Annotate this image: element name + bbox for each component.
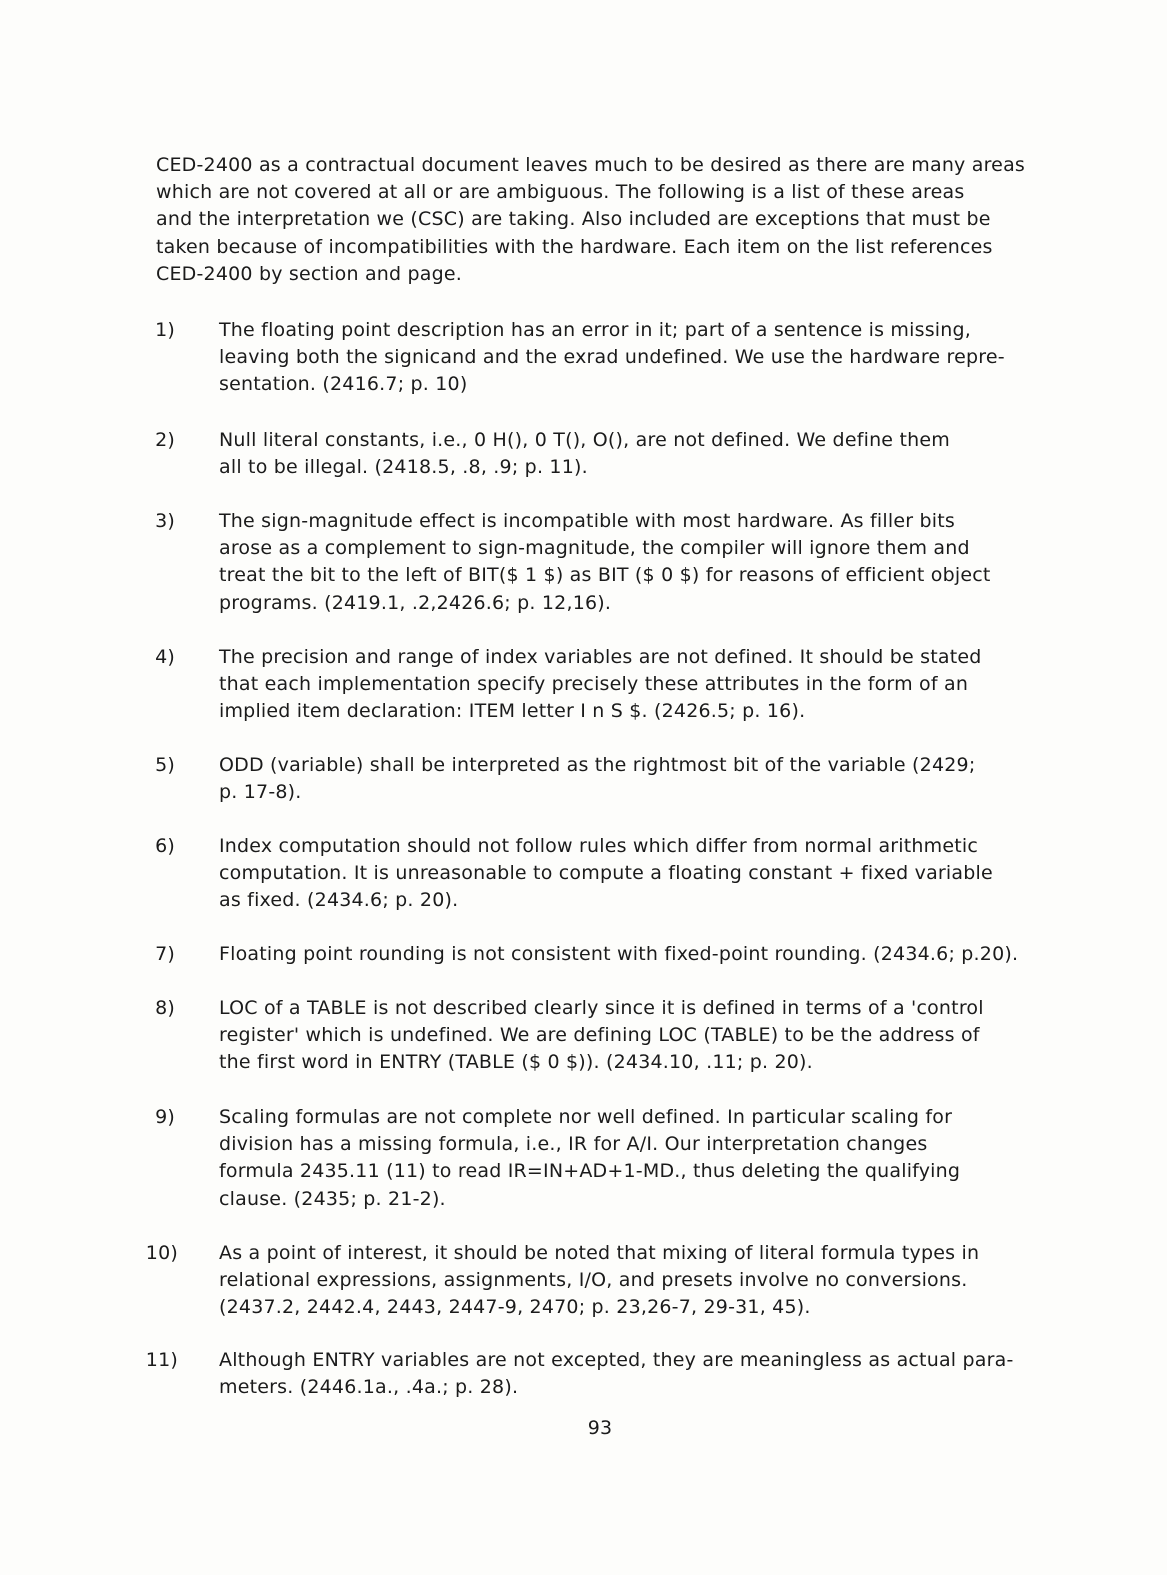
- item-line: The precision and range of index variables are not defined. It should be stated: [219, 646, 982, 668]
- item-line: computation. It is unreasonable to compute a floating constant + fixed variable: [219, 862, 993, 885]
- item-line: Null literal constants, i.e., 0 H(), 0 T(), O(), are not defined. We define them: [219, 429, 950, 451]
- item-number: 10): [145, 1242, 178, 1264]
- intro-line: CED-2400 as a contractual document leaves much to be desired as there are many areas: [156, 154, 1026, 176]
- item-text: [219, 1104, 1099, 1213]
- item-line: all to be illegal. (2418.5, .8, .9; p. 11).: [219, 456, 588, 479]
- item-line: Floating point rounding is not consistent with fixed-point rounding. (2434.6; p.20).: [219, 943, 1019, 965]
- item-number: 2): [155, 429, 175, 451]
- intro-line: and the interpretation we (CSC) are taking. Also included are exceptions that must be: [156, 208, 991, 231]
- item-number: 8): [155, 997, 175, 1019]
- item-line: programs. (2419.1, .2,2426.6; p. 12,16).: [219, 591, 612, 614]
- page-number: 93: [587, 1417, 613, 1439]
- item-line: formula 2435.11 (11) to read IR=IN+AD+1-MD., thus deleting the qualifying: [219, 1160, 961, 1183]
- item-line: treat the bit to the left of BIT($ 1 $) as BIT ($ 0 $) for reasons of efficient object: [219, 564, 991, 587]
- item-line: relational expressions, assignments, I/O, and presets involve no conversions.: [219, 1269, 968, 1292]
- item-line: p. 17-8).: [219, 781, 302, 804]
- item-line: Index computation should not follow rules which differ from normal arithmetic: [219, 835, 979, 857]
- item-line: as fixed. (2434.6; p. 20).: [219, 889, 459, 912]
- item-line: meters. (2446.1a., .4a.; p. 28).: [219, 1376, 519, 1399]
- intro-line: CED-2400 by section and page.: [156, 262, 463, 285]
- item-line: that each implementation specify precisely these attributes in the form of an: [219, 673, 969, 696]
- intro-paragraph: [156, 152, 1056, 288]
- item-line: arose as a complement to sign-magnitude, the compiler will ignore them and: [219, 537, 970, 560]
- item-text: [219, 833, 1099, 915]
- item-line: The sign-magnitude effect is incompatible with most hardware. As filler bits: [219, 510, 955, 532]
- item-text: [219, 1347, 1099, 1401]
- item-line: As a point of interest, it should be noted that mixing of literal formula types in: [219, 1242, 980, 1264]
- item-number: 1): [155, 319, 175, 341]
- item-number: 5): [155, 754, 175, 776]
- item-line: The floating point description has an error in it; part of a sentence is missing,: [219, 319, 972, 341]
- item-line: division has a missing formula, i.e., IR for A/I. Our interpretation changes: [219, 1133, 928, 1156]
- item-line: (2437.2, 2442.4, 2443, 2447-9, 2470; p. 23,26-7, 29-31, 45).: [219, 1296, 811, 1319]
- item-number: 3): [155, 510, 175, 532]
- item-number: 9): [155, 1106, 175, 1128]
- item-line: ODD (variable) shall be interpreted as the rightmost bit of the variable (2429;: [219, 754, 976, 776]
- item-number: 6): [155, 835, 175, 857]
- item-text: [219, 995, 1099, 1077]
- item-text: [219, 752, 1099, 806]
- item-line: sentation. (2416.7; p. 10): [219, 373, 468, 396]
- item-text: [219, 941, 1099, 968]
- item-line: Although ENTRY variables are not excepted, they are meaningless as actual para-: [219, 1349, 1014, 1371]
- item-text: [219, 508, 1099, 617]
- item-line: clause. (2435; p. 21-2).: [219, 1187, 446, 1210]
- item-number: 4): [155, 646, 175, 668]
- item-line: leaving both the signicand and the exrad undefined. We use the hardware repre-: [219, 346, 1005, 369]
- item-text: [219, 644, 1099, 726]
- item-number: 7): [155, 943, 175, 965]
- item-text: [219, 427, 1099, 481]
- item-line: LOC of a TABLE is not described clearly since it is defined in terms of a 'control: [219, 997, 984, 1019]
- item-line: the first word in ENTRY (TABLE ($ 0 $)). (2434.10, .11; p. 20).: [219, 1051, 813, 1074]
- item-text: [219, 317, 1099, 399]
- item-line: register' which is undefined. We are defining LOC (TABLE) to be the address of: [219, 1024, 980, 1047]
- item-text: [219, 1240, 1099, 1322]
- item-line: implied item declaration: ITEM letter I n S $. (2426.5; p. 16).: [219, 700, 806, 723]
- item-number: 11): [145, 1349, 178, 1371]
- item-line: Scaling formulas are not complete nor well defined. In particular scaling for: [219, 1106, 953, 1128]
- intro-line: taken because of incompatibilities with the hardware. Each item on the list references: [156, 235, 993, 258]
- intro-line: which are not covered at all or are ambiguous. The following is a list of these areas: [156, 181, 965, 204]
